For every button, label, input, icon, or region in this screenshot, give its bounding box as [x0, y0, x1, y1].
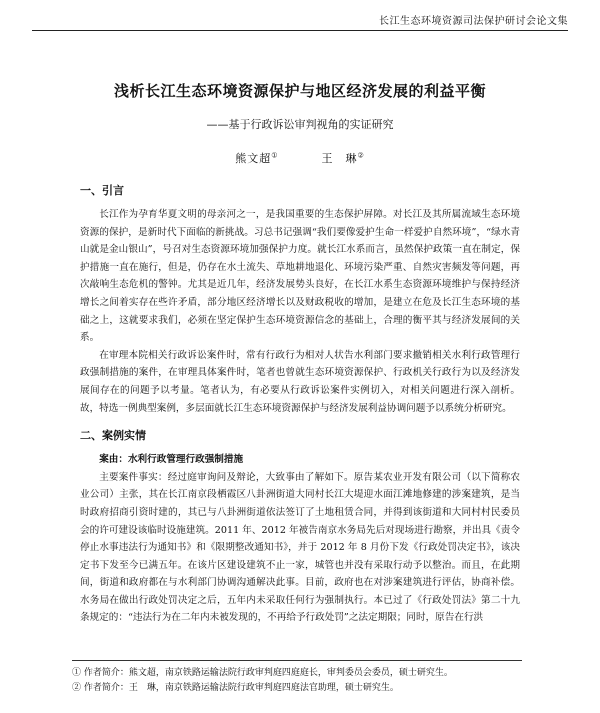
- paragraph: 长江作为孕育华夏文明的母亲河之一，是我国重要的生态保护屏障。对长江及其所属流域生态环境资源的保护，是新时代下面临的新挑战。习总书记强调“我们要像爱护生命一样爱护自然环境”，“绿水青山就是金山银山”，号召对生态资源环境加强保护力度。就长江水系而言，虽然保护政策一直在制定，保护措施一直在施行，但是，仍存在水土流失、草地耕地退化、环境污染严重、自然灾害频发等问题，再次敲响生态危机的警钟。尤其是近几年，经济发展势头良好，在长江水系生态资源环境维护与保持经济增长之间着实存在些许矛盾，部分地区经济增长以及财政税收的增加，是建立在危及长江生态环境的基础之上，这就要求我们，必须在坚定保护生态环境资源信念的基础上，合理的衡平其与经济发展间的关系。: [80, 209, 520, 344]
- footnote: ① 作者简介：熊文超，南京铁路运输法院行政审判庭四庭庭长，审判委员会委员，硕士研究生。: [72, 668, 453, 678]
- paper-title: 浅析长江生态环境资源保护与地区经济发展的利益平衡: [113, 82, 486, 100]
- paper-subtitle: ——基于行政诉讼审判视角的实证研究: [206, 118, 394, 131]
- footnote: ② 作者简介：王 琳，南京铁路运输法院行政审判庭四庭法官助理，硕士研究生。: [72, 683, 399, 693]
- author-name: 熊文超: [235, 152, 272, 165]
- author-name: 王 琳: [321, 152, 358, 165]
- author-footnote-mark: ①: [271, 151, 279, 160]
- case-cause: 案由：水利行政管理行政强制措施: [99, 454, 244, 466]
- footnotes: [72, 660, 522, 696]
- author-line: [0, 150, 600, 166]
- paragraph: 在审理本院相关行政诉讼案件时，常有行政行为相对人状告水利部门要求撤销相关水利行政管理行政强制措施的案件，在审理具体案件时，笔者也曾就生态环境资源保护、行政机关行政行为以及经济发展间存在的问题予以考量。笔者认为，有必要从行政诉讼案件实例切入，对相关问题进行深入剖析。故，特选一例典型案例，多层面就长江生态环境资源保护与经济发展利益协调问题予以系统分析研究。: [80, 349, 520, 414]
- section-heading-intro: 一、引言: [80, 184, 124, 197]
- paper-body: [80, 180, 520, 627]
- journal-name: 长江生态环境资源司法保护研讨会论文集: [379, 16, 568, 27]
- author-footnote-mark: ②: [357, 151, 365, 160]
- paragraph: 主要案件事实：经过庭审询问及辩论，大致事由了解如下。原告某农业开发有限公司（以下简称农业公司）主张，其在长江南京段栖霞区八卦洲街道大同村长江大堤迎水面江滩地修建的涉案建筑，是当时政府招商引资时建的，其已与八卦洲街道依法签订了土地租赁合同，并得到该街道和大同村村民委员会的许可建设该临时设施建筑。2011 年、2012 年被告南京水务局先后对现场进行勘察，并出具《责令停止水事违法行为通知书》和《限期整改通知书》，并于 2012 年 8 月份下发《行政处罚决定书》，该决定书下发至今已满五年。在该片区建设建筑不止一家，城管也并没有采取行动予以整治。而且，在此期间，街道和政府都在与水利部门协调沟通解决此事。目前，政府也在对涉案建筑进行评估，协商补偿。水务局在做出行政处罚决定之后，五年内未采取任何行为强制执行。本已过了《行政处罚法》第二十九条规定的：“违法行为在二年内未被发现的，不再给予行政处罚”之法定期限；同时，原告在行洪: [80, 471, 520, 624]
- running-header: [32, 8, 568, 31]
- section-heading-case: 二、案例实情: [80, 429, 146, 443]
